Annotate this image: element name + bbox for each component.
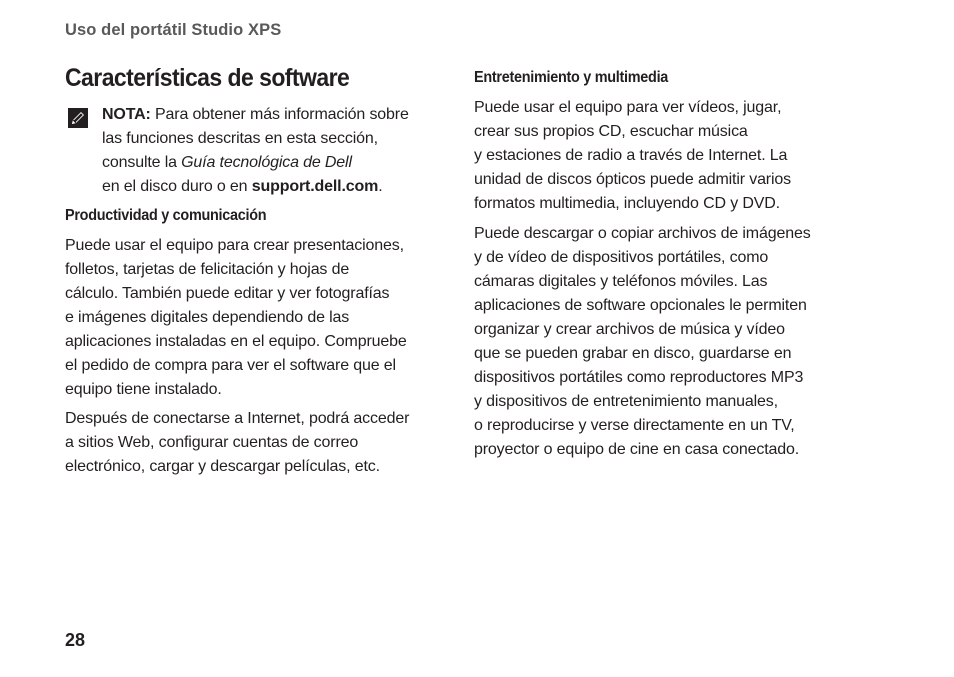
- note-line: [102, 103, 454, 127]
- text-line: Puede descargar o copiar archivos de imágenes: [474, 225, 811, 242]
- text-line: Después de conectarse a Internet, podrá acceder: [65, 410, 410, 427]
- text-line: crear sus propios CD, escuchar música: [474, 123, 748, 140]
- entertainment-paragraph-2: [474, 222, 811, 462]
- text-line: cálculo. También puede editar y ver fotografías: [65, 285, 390, 302]
- note-line-text: en el disco duro o en: [102, 178, 252, 195]
- text-line: equipo tiene instalado.: [65, 381, 222, 398]
- text-line: Puede usar el equipo para crear presentaciones,: [65, 237, 404, 254]
- text-line: o reproducirse y verse directamente en un TV,: [474, 417, 795, 434]
- text-line: organizar y crear archivos de música y vídeo: [474, 321, 785, 338]
- productivity-heading: Productividad y comunicación: [65, 207, 267, 224]
- note-text: [102, 103, 454, 199]
- text-line: folletos, tarjetas de felicitación y hojas de: [65, 261, 350, 278]
- entertainment-paragraph-1: [474, 96, 791, 216]
- text-line: Puede usar el equipo para ver vídeos, jugar,: [474, 99, 782, 116]
- entertainment-heading: Entretenimiento y multimedia: [474, 69, 669, 86]
- productivity-paragraph-1: [65, 234, 407, 402]
- text-line: unidad de discos ópticos puede admitir varios: [474, 171, 791, 188]
- note-line-text: Para obtener más información sobre: [155, 106, 409, 123]
- running-header: Uso del portátil Studio XPS: [65, 21, 282, 39]
- text-line: proyector o equipo de cine en casa conectado.: [474, 441, 800, 458]
- text-line: aplicaciones de software opcionales le permiten: [474, 297, 807, 314]
- text-line: a sitios Web, configurar cuentas de correo: [65, 434, 359, 451]
- support-link: support.dell.com: [251, 178, 379, 195]
- note-line-text: .: [378, 178, 383, 195]
- note-line-text: consulte la: [102, 154, 182, 171]
- guide-title: Guía tecnológica de Dell: [181, 154, 352, 171]
- section-title: Características de software: [65, 64, 350, 92]
- text-line: e imágenes digitales dependiendo de las: [65, 309, 350, 326]
- text-line: aplicaciones instaladas en el equipo. Compruebe: [65, 333, 407, 350]
- text-line: electrónico, cargar y descargar películas, etc.: [65, 458, 380, 475]
- text-line: que se pueden grabar en disco, guardarse en: [474, 345, 792, 362]
- page-number: 28: [65, 630, 86, 650]
- text-line: y estaciones de radio a través de Internet. La: [474, 147, 788, 164]
- text-line: y de vídeo de dispositivos portátiles, como: [474, 249, 769, 266]
- text-line: cámaras digitales y teléfonos móviles. Las: [474, 273, 768, 290]
- text-line: formatos multimedia, incluyendo CD y DVD.: [474, 195, 780, 212]
- note-label: NOTA:: [102, 106, 151, 123]
- productivity-paragraph-2: [65, 407, 409, 479]
- text-line: el pedido de compra para ver el software que el: [65, 357, 396, 374]
- pencil-note-icon: [68, 108, 88, 128]
- note-line: [102, 151, 454, 175]
- text-line: y dispositivos de entretenimiento manuales,: [474, 393, 778, 410]
- text-line: dispositivos portátiles como reproductores MP3: [474, 369, 804, 386]
- note-line: [102, 175, 454, 199]
- note-line: las funciones descritas en esta sección,: [102, 130, 378, 147]
